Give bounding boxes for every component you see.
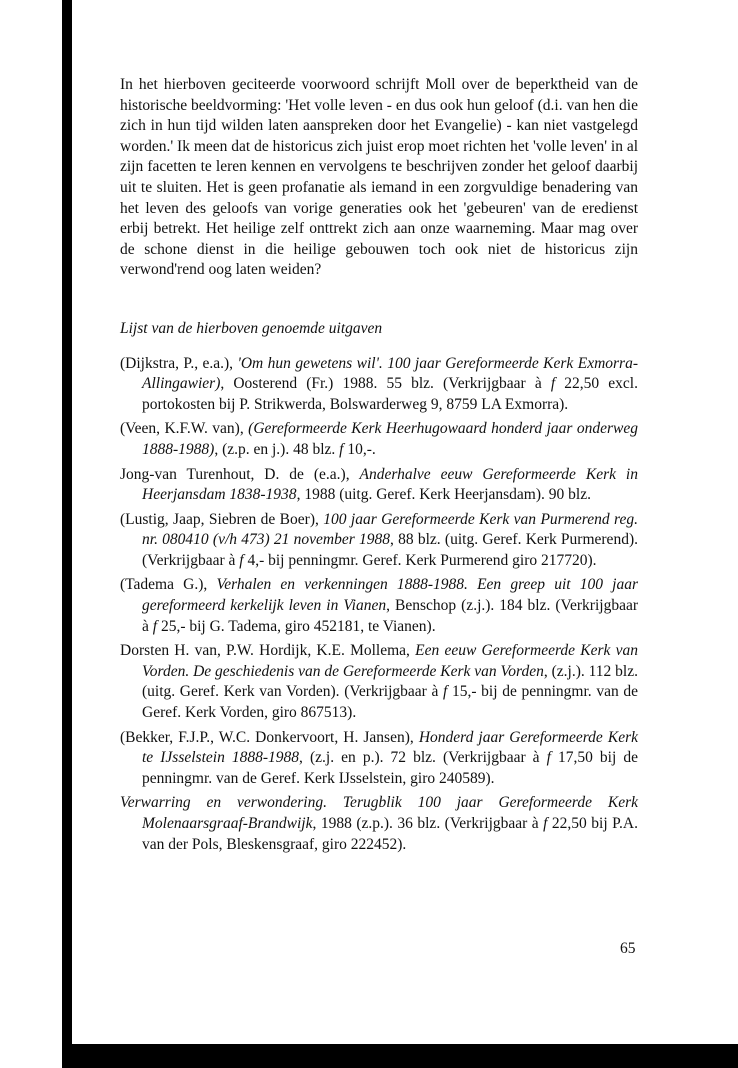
bibliography-entry: (Lustig, Jaap, Siebren de Boer), 100 jaar Gereformeerde Kerk van Purmerend reg. nr. 080410 (v/h 473) 21 november 1988, 88 blz. (uitg. Geref. Kerk Purmerend). (Verkrijgbaar à f 4,- bij penningmr. Geref. Kerk Purmerend giro 217720). <box>120 510 638 569</box>
bibliography-entry: (Veen, K.F.W. van), (Gereformeerde Kerk Heerhugowaard honderd jaar onderweg 1888-1988), (z.p. en j.). 48 blz. f 10,-. <box>120 420 639 458</box>
bibliography-list <box>120 354 638 856</box>
bibliography-entry: (Bekker, F.J.P., W.C. Donkervoort, H. Jansen), Honderd jaar Gereformeerde Kerk te IJsselstein 1888-1988, (z.j. en p.). 72 blz. (Verkrijgbaar à f 17,50 bij de penningmr. van de Geref. Kerk IJsselstein, giro 240589). <box>120 728 638 787</box>
bibliography-entry: Jong-van Turenhout, D. de (e.a.), Anderhalve eeuw Gereformeerde Kerk in Heerjansdam 1838-1938, 1988 (uitg. Geref. Kerk Heerjansdam). 90 blz. <box>120 465 638 504</box>
page-content <box>120 75 638 855</box>
scan-left-border <box>62 0 72 1068</box>
page-number: 65 <box>620 940 636 957</box>
body-paragraph: In het hierboven geciteerde voorwoord schrijft Moll over de beperktheid van de historische beeldvorming: 'Het volle leven - en dus ook hun geloof (d.i. van hen die zich in hun tijd wilden laten aanspreken door het Evangelie) - kan niet vastgelegd worden.' Ik meen dat de historicus zich juist erop moet richten het 'volle leven' in al zijn facetten te leren kennen en vervolgens te beschrijven zonder het geloof daarbij uit te sluiten. Het is geen profanatie als iemand in een zorgvuldige benadering van het leven des geloofs van vorige generaties ook het 'gebeuren' van de eredienst erbij betrekt. Het heilige zelf onttrekt zich aan onze waarneming. Maar mag over de schone dienst in die heilige gebouwen toch ook niet de historicus zijn verwond'rend oog laten weiden? <box>120 76 639 279</box>
bibliography-entry: (Tadema G.), Verhalen en verkenningen 1888-1988. Een greep uit 100 jaar gereformeerd kerkelijk leven in Vianen, Benschop (z.j.). 184 blz. (Verkrijgbaar à f 25,- bij G. Tadema, giro 452181, te Vianen). <box>120 576 639 635</box>
bibliography-entry: (Dijkstra, P., e.a.), 'Om hun gewetens wil'. 100 jaar Gereformeerde Kerk Exmorra-Allingawier), Oosterend (Fr.) 1988. 55 blz. (Verkrijgbaar à f 22,50 excl. portokosten bij P. Strikwerda, Bolswarderweg 9, 8759 LA Exmorra). <box>120 354 639 413</box>
bibliography-entry: Verwarring en verwondering. Terugblik 100 jaar Gereformeerde Kerk Molenaarsgraaf-Brandwijk, 1988 (z.p.). 36 blz. (Verkrijgbaar à f 22,50 bij P.A. van der Pols, Bleskensgraaf, giro 222452). <box>120 794 638 853</box>
bibliography-entry: Dorsten H. van, P.W. Hordijk, K.E. Mollema, Een eeuw Gereformeerde Kerk van Vorden. De geschiedenis van de Gereformeerde Kerk van Vorden, (z.j.). 112 blz. (uitg. Geref. Kerk van Vorden). (Verkrijgbaar à f 15,- bij de penningmr. van de Geref. Kerk Vorden, giro 867513). <box>120 642 638 722</box>
list-heading: Lijst van de hierboven genoemde uitgaven <box>120 319 383 337</box>
scan-bottom-border <box>62 1044 738 1068</box>
